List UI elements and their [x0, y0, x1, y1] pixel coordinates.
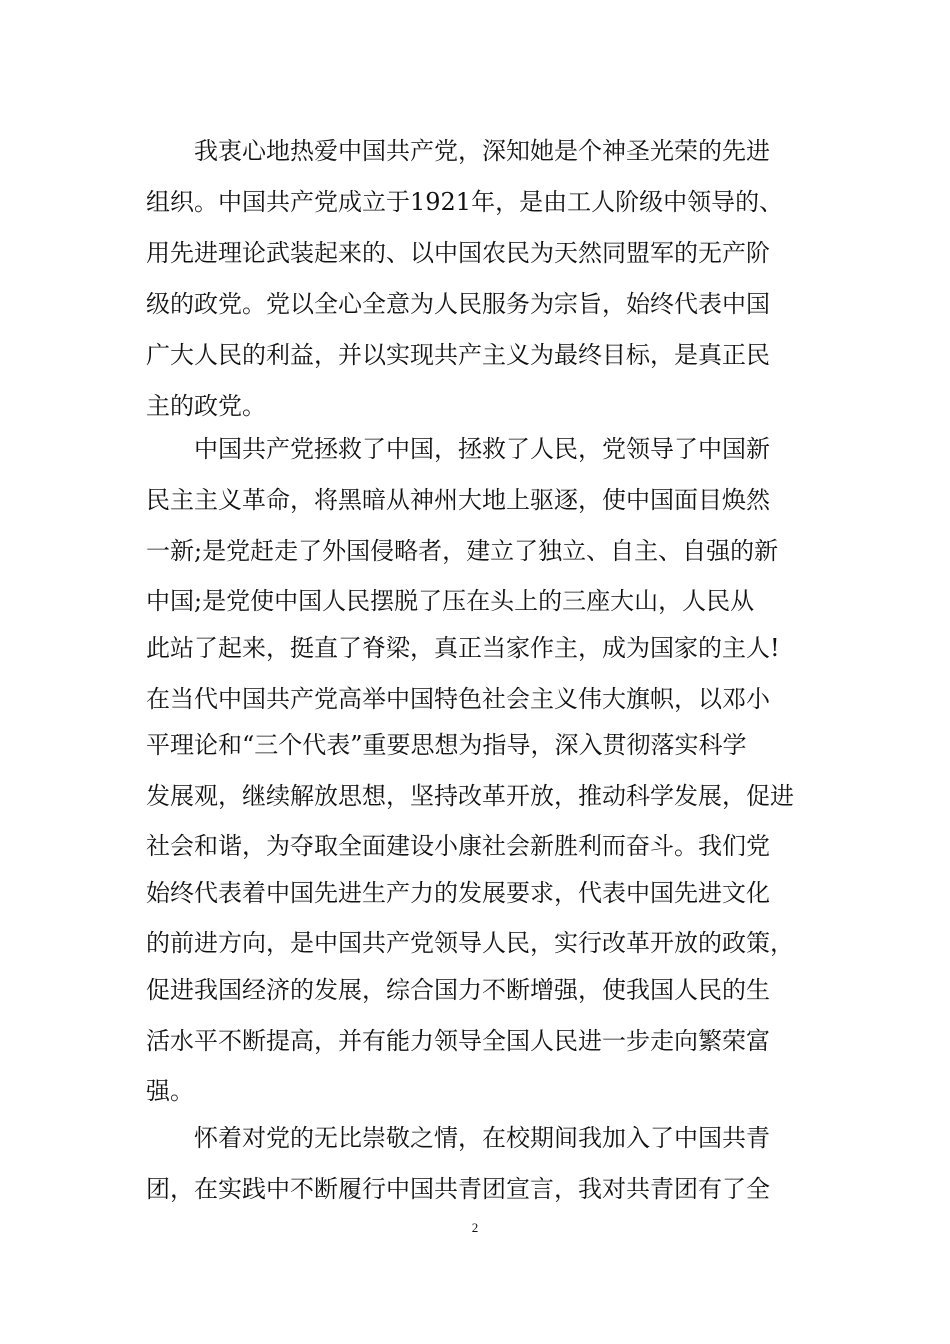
text-line: 在当代中国共产党高举中国特色社会主义伟大旗帜，以邓小: [146, 685, 770, 713]
text-line: 我衷心地热爱中国共产党，深知她是个神圣光荣的先进: [146, 137, 770, 165]
text-line: 活水平不断提高，并有能力领导全国人民进一步走向繁荣富: [146, 1027, 770, 1055]
text-line: 民主主义革命，将黑暗从神州大地上驱逐，使中国面目焕然: [146, 486, 770, 514]
text-line: 强。: [146, 1077, 194, 1105]
text-line: 一新;是党赶走了外国侵略者，建立了独立、自主、自强的新: [146, 537, 779, 565]
text-line: 组织。中国共产党成立于1921年，是由工人阶级中领导的、: [146, 188, 784, 216]
text-line: 级的政党。党以全心全意为人民服务为宗旨，始终代表中国: [146, 290, 770, 318]
text-line: 广大人民的利益，并以实现共产主义为最终目标，是真正民: [146, 341, 770, 369]
text-line: 中国;是党使中国人民摆脱了压在头上的三座大山，人民从: [146, 587, 755, 615]
text-line: 中国共产党拯救了中国，拯救了人民，党领导了中国新: [146, 435, 770, 463]
page-number: 2: [471, 1220, 479, 1235]
text-line: 主的政党。: [146, 392, 266, 420]
text-line: 始终代表着中国先进生产力的发展要求，代表中国先进文化: [146, 879, 770, 907]
text-line: 平理论和“三个代表”重要思想为指导，深入贯彻落实科学: [146, 731, 747, 759]
text-line: 团，在实践中不断履行中国共青团宣言，我对共青团有了全: [146, 1175, 770, 1203]
text-line: 用先进理论武装起来的、以中国农民为天然同盟军的无产阶: [146, 239, 770, 267]
text-line: 促进我国经济的发展，综合国力不断增强，使我国人民的生: [146, 976, 770, 1004]
text-line: 发展观，继续解放思想，坚持改革开放，推动科学发展，促进: [146, 782, 794, 810]
text-line: 社会和谐，为夺取全面建设小康社会新胜利而奋斗。我们党: [146, 832, 770, 860]
text-line: 此站了起来，挺直了脊梁，真正当家作主，成为国家的主人!: [146, 634, 780, 662]
text-line: 怀着对党的无比崇敬之情，在校期间我加入了中国共青: [146, 1124, 770, 1152]
text-line: 的前进方向，是中国共产党领导人民，实行改革开放的政策，: [146, 929, 794, 957]
